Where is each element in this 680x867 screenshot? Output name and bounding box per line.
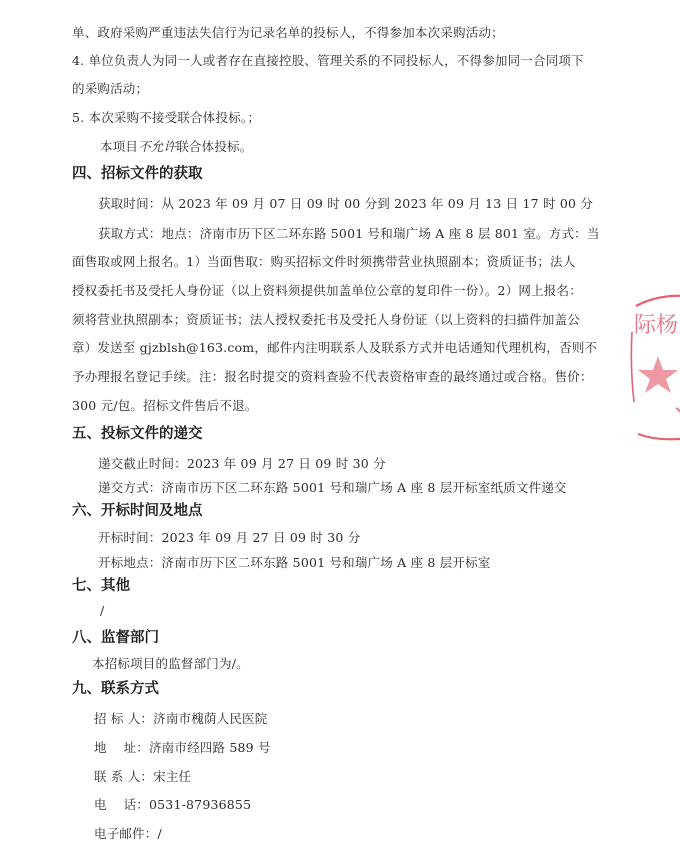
contact-email-label: 电子邮件： — [94, 826, 158, 841]
section-9-heading: 九、联系方式 — [72, 681, 159, 697]
contact-tenderer — [94, 711, 267, 727]
bid-submit-method: 递交方式：济南市历下区二环东路 5001 号和瑞广场 A 座 8 层开标室纸质文件递交 — [98, 480, 567, 495]
contact-tenderer-label: 招 标 人： — [94, 711, 154, 726]
supervision-content: 本招标项目的监督部门为/。 — [92, 656, 249, 671]
requirement-4-line-2: 的采购活动； — [72, 81, 149, 96]
contact-phone — [94, 797, 251, 813]
contact-person-value: 宋主任 — [153, 769, 192, 784]
bid-opening-place: 开标地点：济南市历下区二环东路 5001 号和瑞广场 A 座 8 层开标室 — [98, 555, 491, 570]
other-content: / — [100, 603, 105, 618]
seal-graphic — [628, 292, 680, 442]
doc-acquire-method-1: 获取方式：地点：济南市历下区二环东路 5001 号和瑞广场 A 座 8 层 801 室。方式：当 — [98, 226, 600, 241]
consortium-suffix: 联合体投标。 — [176, 139, 253, 154]
doc-acquire-time: 获取时间：从 2023 年 09 月 07 日 09 时 00 分到 2023 年 09 月 13 日 17 时 00 分 — [98, 196, 594, 211]
doc-acquire-method-7: 300 元/包。招标文件售后不退。 — [72, 398, 258, 413]
section-8-heading: 八、监督部门 — [72, 630, 159, 646]
bid-opening-time: 开标时间：2023 年 09 月 27 日 09 时 30 分 — [98, 530, 361, 545]
contact-email-value: / — [157, 826, 162, 841]
section-6-heading: 六、开标时间及地点 — [72, 503, 203, 519]
contact-phone-value: 0531-87936855 — [148, 797, 252, 812]
contact-phone-label: 电 话： — [94, 797, 149, 812]
contact-person — [94, 769, 191, 785]
doc-acquire-method-6: 予办理报名登记手续。注：报名时提交的资料查验不代表资格审查的最终通过或合格。售价： — [72, 369, 593, 384]
section-7-heading: 七、其他 — [72, 578, 130, 594]
contact-address-value: 济南市经四路 589 号 — [148, 740, 271, 755]
contact-address — [94, 740, 271, 756]
svg-text:际杨: 际杨 — [634, 313, 679, 338]
section-4-heading: 四、招标文件的获取 — [72, 166, 203, 182]
star-icon — [638, 356, 678, 393]
requirement-3-line-end: 单、政府采购严重违法失信行为记录名单的投标人，不得参加本次采购活动； — [72, 25, 504, 40]
contact-address-label: 地 址： — [94, 740, 149, 755]
contact-email — [94, 826, 162, 842]
doc-acquire-method-5: 章）发送至 gjzblsh@163.com，邮件内注明联系人及联系方式并电话通知代理机构，否则不 — [72, 340, 598, 355]
doc-acquire-method-4: 须将营业执照副本；资质证书；法人授权委托书及受托人身份证（以上资料的扫描件加盖公 — [72, 312, 581, 327]
requirement-5: 5. 本次采购不接受联合体投标。； — [72, 110, 261, 125]
consortium-note — [100, 139, 252, 155]
official-seal — [628, 292, 680, 442]
consortium-italic: 不允许 — [138, 139, 177, 154]
contact-tenderer-value: 济南市槐荫人民医院 — [153, 711, 268, 726]
contact-person-label: 联 系 人： — [94, 769, 154, 784]
bid-submit-deadline: 递交截止时间：2023 年 09 月 27 日 09 时 30 分 — [98, 456, 386, 471]
doc-acquire-method-2: 面售取或网上报名。1）当面售取：购买招标文件时须携带营业执照副本；资质证书；法人 — [72, 254, 576, 269]
requirement-4-line-1: 4. 单位负责人为同一人或者存在直接控股、管理关系的不同投标人，不得参加同一合同项下 — [72, 53, 584, 68]
doc-acquire-method-3: 授权委托书及受托人身份证（以上资料须提供加盖单位公章的复印件一份）。2）网上报名： — [72, 283, 582, 298]
section-5-heading: 五、投标文件的递交 — [72, 426, 203, 442]
consortium-prefix: 本项目 — [100, 139, 139, 154]
